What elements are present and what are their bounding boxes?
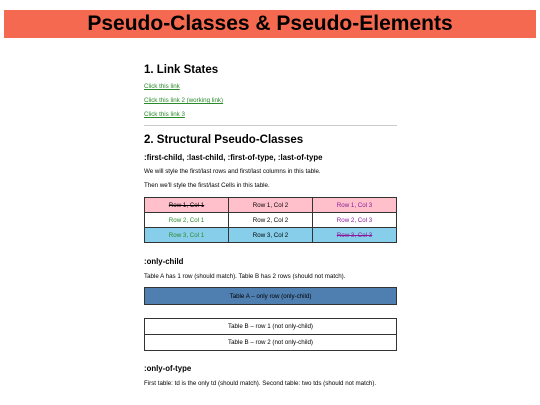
table-cell: Row 3, Col 2 bbox=[229, 228, 313, 243]
table-row bbox=[145, 213, 397, 228]
section-heading-link-states: 1. Link States bbox=[144, 64, 219, 76]
table-cell: Row 1, Col 1 bbox=[145, 198, 229, 213]
subheading-first-last: :first-child, :last-child, :first-of-type, :last-of-type bbox=[144, 153, 323, 162]
table-row bbox=[145, 319, 397, 335]
table-cell: Row 2, Col 2 bbox=[229, 213, 313, 228]
table-cell: Row 3, Col 1 bbox=[145, 228, 229, 243]
table-cell: Table B – row 2 (not only-child) bbox=[145, 335, 397, 351]
table-row bbox=[145, 335, 397, 351]
structural-table bbox=[144, 197, 397, 243]
paragraph-only-of-type: First table: td is the only td (should match). Second table: two tds (should not match). bbox=[144, 380, 377, 387]
link-3[interactable]: Click this link 3 bbox=[144, 111, 185, 118]
table-cell: Table B – row 1 (not only-child) bbox=[145, 319, 397, 335]
table-cell: Row 2, Col 3 bbox=[313, 213, 397, 228]
section-heading-structural: 2. Structural Pseudo-Classes bbox=[144, 134, 304, 146]
table-cell: Table A – only row (only-child) bbox=[145, 288, 397, 305]
table-cell: Row 3, Col 3 bbox=[313, 228, 397, 243]
main-content bbox=[144, 64, 397, 387]
paragraph-only-child: Table A has 1 row (should match). Table B has 2 rows (should not match). bbox=[144, 273, 346, 280]
table-cell: Row 1, Col 2 bbox=[229, 198, 313, 213]
subheading-only-of-type: :only-of-type bbox=[144, 364, 192, 373]
page-title: Pseudo-Classes & Pseudo-Elements bbox=[87, 12, 453, 35]
divider bbox=[144, 125, 397, 126]
table-row bbox=[145, 228, 397, 243]
table-a bbox=[144, 287, 397, 305]
table-row bbox=[145, 198, 397, 213]
page-banner bbox=[4, 10, 536, 38]
table-b bbox=[144, 318, 397, 351]
link-2[interactable]: Click this link 2 (working link) bbox=[144, 97, 224, 104]
paragraph-first-last-1: We will style the first/last rows and first/last columns in this table. bbox=[144, 168, 321, 175]
table-row bbox=[145, 288, 397, 305]
link-1[interactable]: Click this link bbox=[144, 83, 180, 90]
table-cell: Row 1, Col 3 bbox=[313, 198, 397, 213]
paragraph-first-last-2: Then we'll style the first/last Cells in this table. bbox=[144, 182, 270, 189]
table-cell: Row 2, Col 1 bbox=[145, 213, 229, 228]
subheading-only-child: :only-child bbox=[144, 257, 184, 266]
